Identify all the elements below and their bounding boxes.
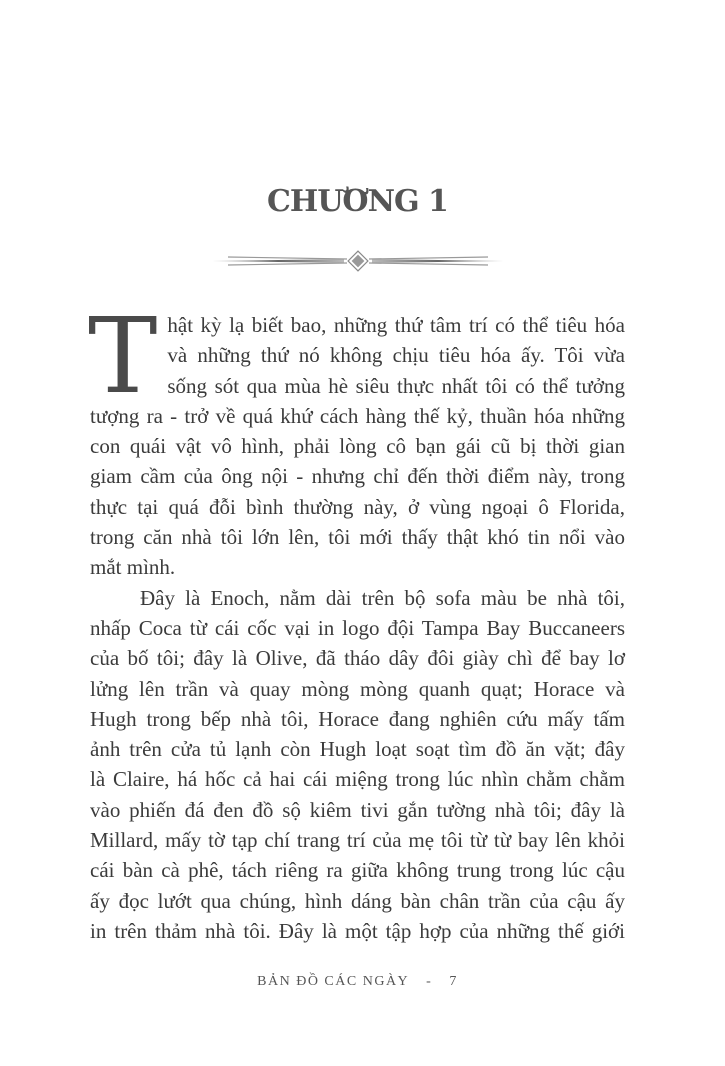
text-line: con quái vật vô hình, phải lòng cô bạn gái cũ bị thời gian <box>90 434 625 459</box>
diamond-divider-icon <box>212 250 504 272</box>
paragraph-1 <box>88 295 625 583</box>
text-line: hật kỳ lạ biết bao, những thứ tâm trí có thể tiêu hóa <box>167 313 625 337</box>
text-line: Hugh trong bếp nhà tôi, Horace đang nghiên cứu mấy tấm <box>90 706 625 731</box>
drop-cap: T <box>88 295 158 417</box>
text-line: ấy đọc lướt qua chúng, hình dáng bàn chân trần của cậu ấy <box>90 888 625 913</box>
text-line: Đây là Enoch, nằm dài trên bộ sofa màu be nhà tôi, <box>140 585 625 610</box>
text-line: in trên thảm nhà tôi. Đây là một tập hợp của những thế giới <box>90 918 625 943</box>
text-line: thực tại quá đỗi bình thường này, ở vùng ngoại ô Florida, <box>90 494 625 519</box>
text-line: lửng lên trần và quay mòng mòng quanh quạt; Horace và <box>90 676 625 701</box>
text-line: vào phiến đá đen đồ sộ kiêm tivi gắn tường nhà tôi; đây là <box>90 797 625 822</box>
text-line: mắt mình. <box>90 555 176 580</box>
text-line: và những thứ nó không chịu tiêu hóa ấy. Tôi vừa <box>167 343 625 368</box>
chapter-title: CHƯƠNG 1 <box>267 184 448 219</box>
page-number: 7 <box>449 974 458 989</box>
chapter-body <box>88 295 625 946</box>
paragraph-2 <box>90 583 625 947</box>
text-line: tượng ra - trở về quá khứ cách hàng thế kỷ, thuần hóa những <box>90 403 625 428</box>
running-title: BẢN ĐỒ CÁC NGÀY <box>257 974 410 989</box>
text-line: sống sót qua mùa hè siêu thực nhất tôi có thể tưởng <box>167 373 625 398</box>
text-line: ảnh trên cửa tủ lạnh còn Hugh loạt soạt tìm đồ ăn vặt; đây <box>90 737 625 762</box>
text-line: nhấp Coca từ cái cốc vại in logo đội Tampa Bay Buccaneers <box>90 615 625 640</box>
text-line: Millard, mấy tờ tạp chí trang trí của mẹ tôi từ từ bay lên khỏi <box>90 828 625 853</box>
text-line: của bố tôi; đây là Olive, đã tháo dây đôi giày chì để bay lơ <box>90 646 625 671</box>
footer-separator: - <box>426 974 433 989</box>
text-line: cái bàn cà phê, tách riêng ra giữa không trung trong lúc cậu <box>90 858 625 883</box>
text-line: là Claire, há hốc cả hai cái miệng trong lúc nhìn chằm chằm <box>90 767 625 792</box>
text-line: giam cầm của ông nội - nhưng chỉ đến thời điểm này, trong <box>90 464 625 489</box>
text-line: trong căn nhà tôi lớn lên, tôi mới thấy thật khó tin nổi vào <box>90 525 625 550</box>
page-footer <box>0 974 715 990</box>
